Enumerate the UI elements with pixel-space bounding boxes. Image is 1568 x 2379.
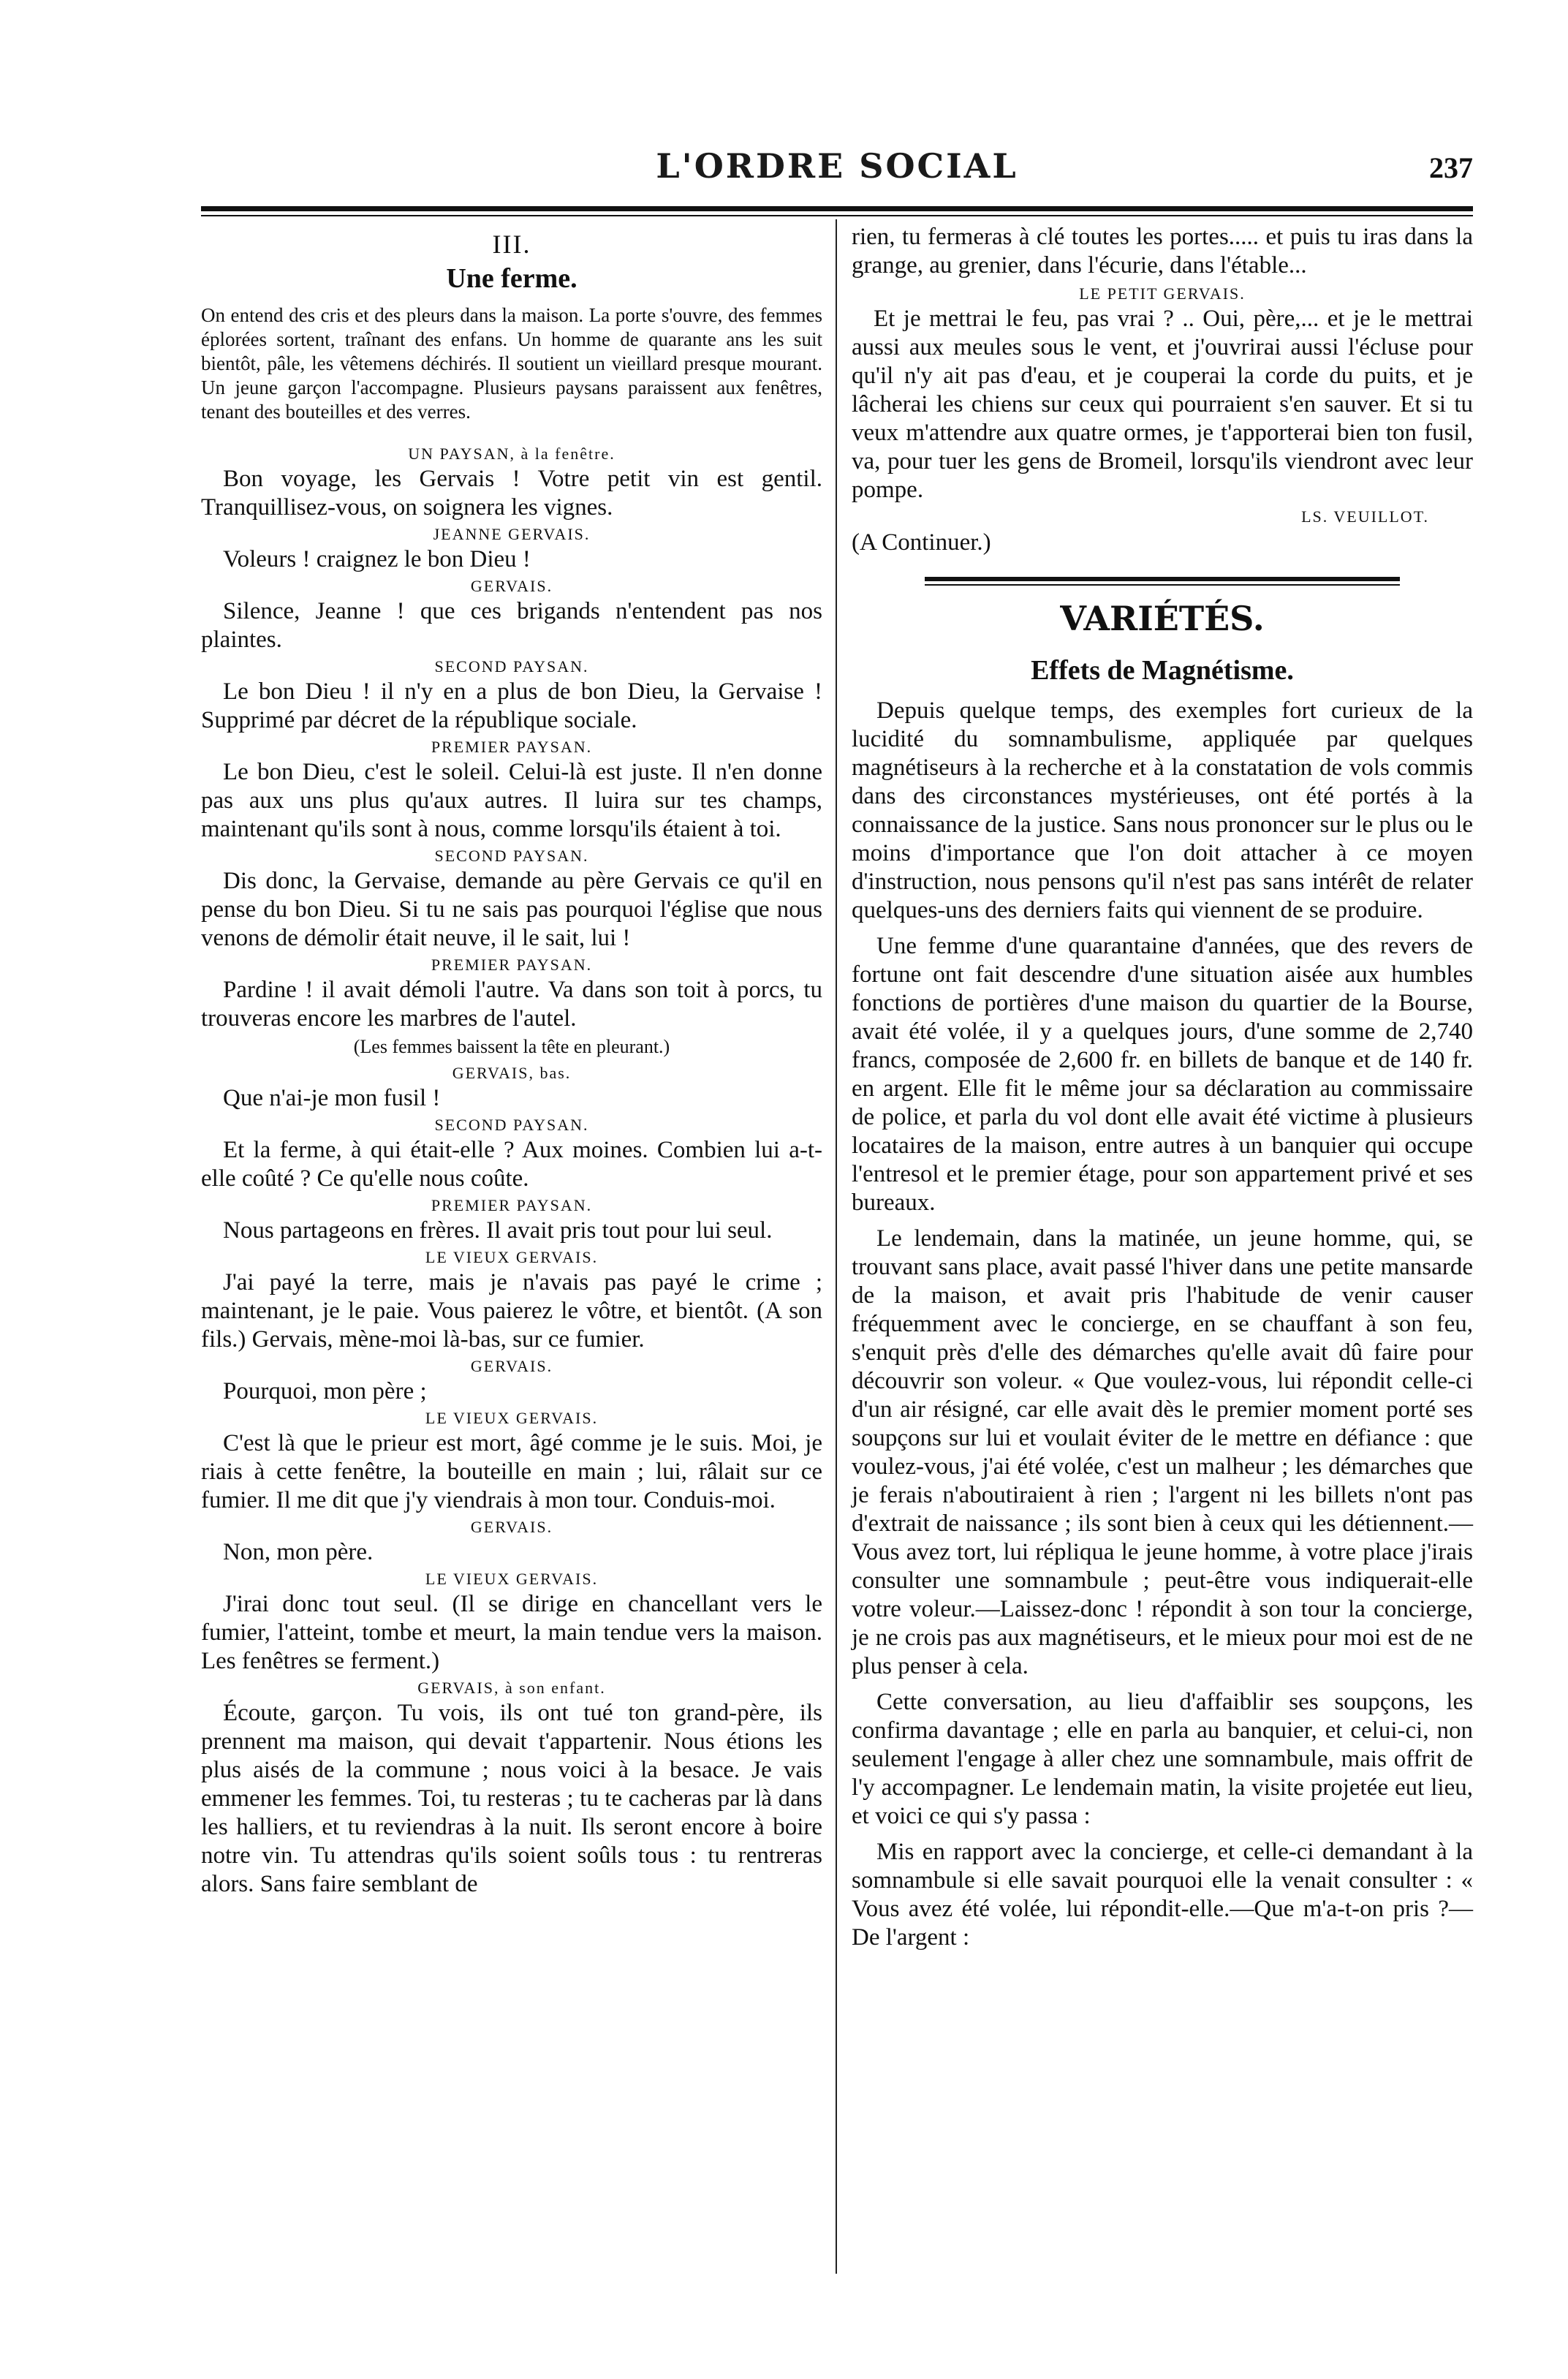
column-divider <box>836 219 837 2274</box>
speaker-name: SECOND PAYSAN. <box>434 657 589 676</box>
speech-text: Pourquoi, mon père ; <box>223 1378 427 1404</box>
speaker-name: JEANNE GERVAIS. <box>433 525 591 543</box>
speaker-name: PREMIER PAYSAN. <box>431 956 593 974</box>
page-number: 237 <box>1429 151 1473 184</box>
right-column <box>852 223 1473 1959</box>
speaker-name: GERVAIS. <box>470 577 553 595</box>
left-column <box>201 223 822 1902</box>
masthead-rule-thin <box>201 215 1473 216</box>
speaker-name: LE VIEUX GERVAIS. <box>425 1570 599 1588</box>
stage-direction-inline: (Les femmes baissent la tête en pleurant.) <box>353 1036 670 1057</box>
speech-text: Dis donc, la Gervaise, demande au père Gervais ce qu'il en pense du bon Dieu. Si tu ne sais pas pourquoi l'église que nous venons de démolir était neuve, il le sait, lui ! <box>201 868 822 951</box>
speaker-name: LE PETIT GERVAIS. <box>1079 284 1246 303</box>
article-paragraph: Mis en rapport avec la concierge, et celle-ci demandant à la somnambule si elle savait pourquoi elle la venait consulter : « Vous avez été volée, lui répondit-elle.—Que m'a-t-on pris ?—De l'argent : <box>852 1839 1473 1951</box>
speaker-name: PREMIER PAYSAN. <box>431 738 593 756</box>
article-paragraph: Le lendemain, dans la matinée, un jeune homme, qui, se trouvant sans place, avait passé l'hiver dans une petite mansarde de la maison, et avait pris l'habitude de venir causer fréquemment avec le concierge, en se chauffant à son feu, s'enquit près d'elle des démarches qu'elle avait dû faire pour découvrir son voleur. « Que voulez-vous, lui répondit celle-ci d'un air résigné, car elle avait dès le premier moment porté ses soupçons sur lui et voulait éviter de le mettre en défiance : que voulez-vous, j'ai été volée, c'est un malheur ; les démarches que je ferais n'aboutiraient à rien ; l'argent ni les billets n'ont pas d'extrait de naissance ; ils sont bien à ceux qui les détiennent.—Vous avez tort, lui répliqua le jeune homme, à votre place j'irais consulter une somnambule ; peut-être vous indiquerait-elle votre voleur.—Laissez-donc ! répondit à son tour la concierge, je ne crois pas aux magnétiseurs, et le mieux pour moi est de ne plus penser à cela. <box>852 1225 1473 1679</box>
speech-text: J'ai payé la terre, mais je n'avais pas payé le crime ; maintenant, je le paie. Vous paierez le vôtre, et bientôt. (A son fils.) Gervais, mène-moi là-bas, sur ce fumier. <box>201 1269 822 1353</box>
speech-text: Et la ferme, à qui était-elle ? Aux moines. Combien lui a-t-elle coûté ? Ce qu'elle nous coûte. <box>201 1137 822 1192</box>
article-title: Effets de Magnétisme. <box>1031 655 1294 686</box>
speech-text: Nous partageons en frères. Il avait pris tout pour lui seul. <box>223 1217 773 1244</box>
speaker-name: SECOND PAYSAN. <box>434 847 589 865</box>
article-paragraph: Cette conversation, au lieu d'affaiblir ses soupçons, les confirma davantage ; elle en parla au banquier, et celui-ci, non seulement l'engage à aller chez une somnambule, mais offrit de l'y accompagner. Le lendemain matin, la visite projetée eut lieu, et voici ce qui s'y passa : <box>852 1689 1473 1829</box>
speech-text: J'irai donc tout seul. (Il se dirige en chancellant vers le fumier, l'atteint, tombe et meurt, la main tendue vers la maison. Les fenêtres se ferment.) <box>201 1591 822 1674</box>
speech-text: Et je mettrai le feu, pas vrai ? .. Oui, père,... et je le mettrai aussi aux meules sous le vent, et j'ouvrirai aussi l'écluse pour qu'il n'y ait pas d'eau, et je couperai la corde du puits, et je lâcherai les chiens sur ceux qui pourraient s'en sauver. Et si tu veux m'attendre aux quatre ormes, je t'apporterai bien ton fusil, va, pour tuer les gens de Bromeil, lorsqu'ils viendront avec leur pompe. <box>852 306 1473 503</box>
speech-text: Bon voyage, les Gervais ! Votre petit vin est gentil. Tranquillisez-vous, on soignera les vignes. <box>201 466 822 521</box>
speaker-name: SECOND PAYSAN. <box>434 1116 589 1134</box>
speech-text: Le bon Dieu ! il n'y en a plus de bon Dieu, la Gervaise ! Supprimé par décret de la république sociale. <box>201 678 822 733</box>
speaker-name: GERVAIS, à son enfant. <box>417 1679 606 1697</box>
speaker-name: LE VIEUX GERVAIS. <box>425 1409 599 1427</box>
masthead <box>201 146 1473 197</box>
speech-text: Pardine ! il avait démoli l'autre. Va dans son toit à porcs, tu trouveras encore les marbres de l'autel. <box>201 977 822 1032</box>
speaker-name: GERVAIS. <box>470 1357 553 1375</box>
speech-text: Silence, Jeanne ! que ces brigands n'entendent pas nos plaintes. <box>201 598 822 653</box>
masthead-rule <box>201 206 1473 211</box>
act-number: III. <box>492 230 531 259</box>
speech-text: Écoute, garçon. Tu vois, ils ont tué ton grand-père, ils prennent ma maison, qui devait t'appartenir. Nous étions les plus aisés de la commune ; nous voici à la besace. Je vais emmener les femmes. Toi, tu resteras ; tu te cacheras par là dans les halliers, et tu reviendras à la nuit. Ils seront encore à boire notre vin. Tu attendras qu'ils soient soûls tous : tu rentreras alors. Sans faire semblant de <box>201 1700 822 1897</box>
article-paragraph: Depuis quelque temps, des exemples fort curieux de la lucidité du somnambulisme, appliquée par quelques magnétiseurs à la recherche et à la constatation de vols commis dans des circonstances mystérieuses, ont été portés à la connaissance de la justice. Sans nous prononcer sur le plus ou le moins d'importance que l'on doit attacher à ce moyen d'instruction, nous pensons qu'il n'est pas sans intérêt de relater quelques-uns des derniers faits qui viennent de se produire. <box>852 697 1473 923</box>
section-rule-thin <box>925 584 1400 586</box>
continued-speech: rien, tu fermeras à clé toutes les portes..... et puis tu iras dans la grange, au grenier, dans l'écurie, dans l'étable... <box>852 224 1473 279</box>
speaker-name: LE VIEUX GERVAIS. <box>425 1248 599 1266</box>
section-title: VARIÉTÉS. <box>1060 599 1265 638</box>
scene-title: Une ferme. <box>446 263 577 294</box>
speech-text: Le bon Dieu, c'est le soleil. Celui-là est juste. Il n'en donne pas aux uns plus qu'aux autres. Il luira sur tes champs, maintenant qu'ils sont à nous, comme lorsqu'ils étaient à toi. <box>201 759 822 842</box>
speech-text: Non, mon père. <box>223 1539 374 1565</box>
article-paragraph: Une femme d'une quarantaine d'années, que des revers de fortune ont fait descendre d'une situation aisée aux humbles fonctions de portières d'une maison du quartier de la Bourse, avait été volée, il y a quelques jours, d'une somme de 2,740 francs, composée de 2,600 fr. en billets de banque et de 140 fr. en argent. Elle fit le même jour sa déclaration au commissaire de police, et parla du vol dont elle avait été victime à plusieurs locataires de la maison, entre autres à un banquier qui occupe l'entresol et le premier étage, pour son appartement privé et ses bureaux. <box>852 933 1473 1216</box>
masthead-title: L'ORDRE SOCIAL <box>656 146 1018 186</box>
speech-text: C'est là que le prieur est mort, âgé comme je le suis. Moi, je riais à cette fenêtre, la bouteille en main ; lui, râlait sur ce fumier. Il me dit que j'y viendrais à mon tour. Conduis-moi. <box>201 1430 822 1513</box>
author-signature: LS. VEUILLOT. <box>1301 507 1429 526</box>
section-rule <box>925 577 1400 581</box>
speaker-name: GERVAIS, bas. <box>452 1064 572 1082</box>
speech-text: Que n'ai-je mon fusil ! <box>223 1085 441 1111</box>
to-continue-note: (A Continuer.) <box>852 529 991 556</box>
speaker-name: UN PAYSAN, à la fenêtre. <box>408 445 616 463</box>
stage-direction: On entend des cris et des pleurs dans la maison. La porte s'ouvre, des femmes éplorées sortent, traînant des enfans. Un homme de quarante ans les suit bientôt, pâle, les vêtemens déchirés. Il soutient un vieillard presque mourant. Un jeune garçon l'accompagne. Plusieurs paysans paraissent aux fenêtres, tenant des bouteilles et des verres. <box>201 304 822 423</box>
speaker-name: GERVAIS. <box>470 1518 553 1536</box>
speech-text: Voleurs ! craignez le bon Dieu ! <box>223 546 531 572</box>
speaker-name: PREMIER PAYSAN. <box>431 1196 593 1214</box>
